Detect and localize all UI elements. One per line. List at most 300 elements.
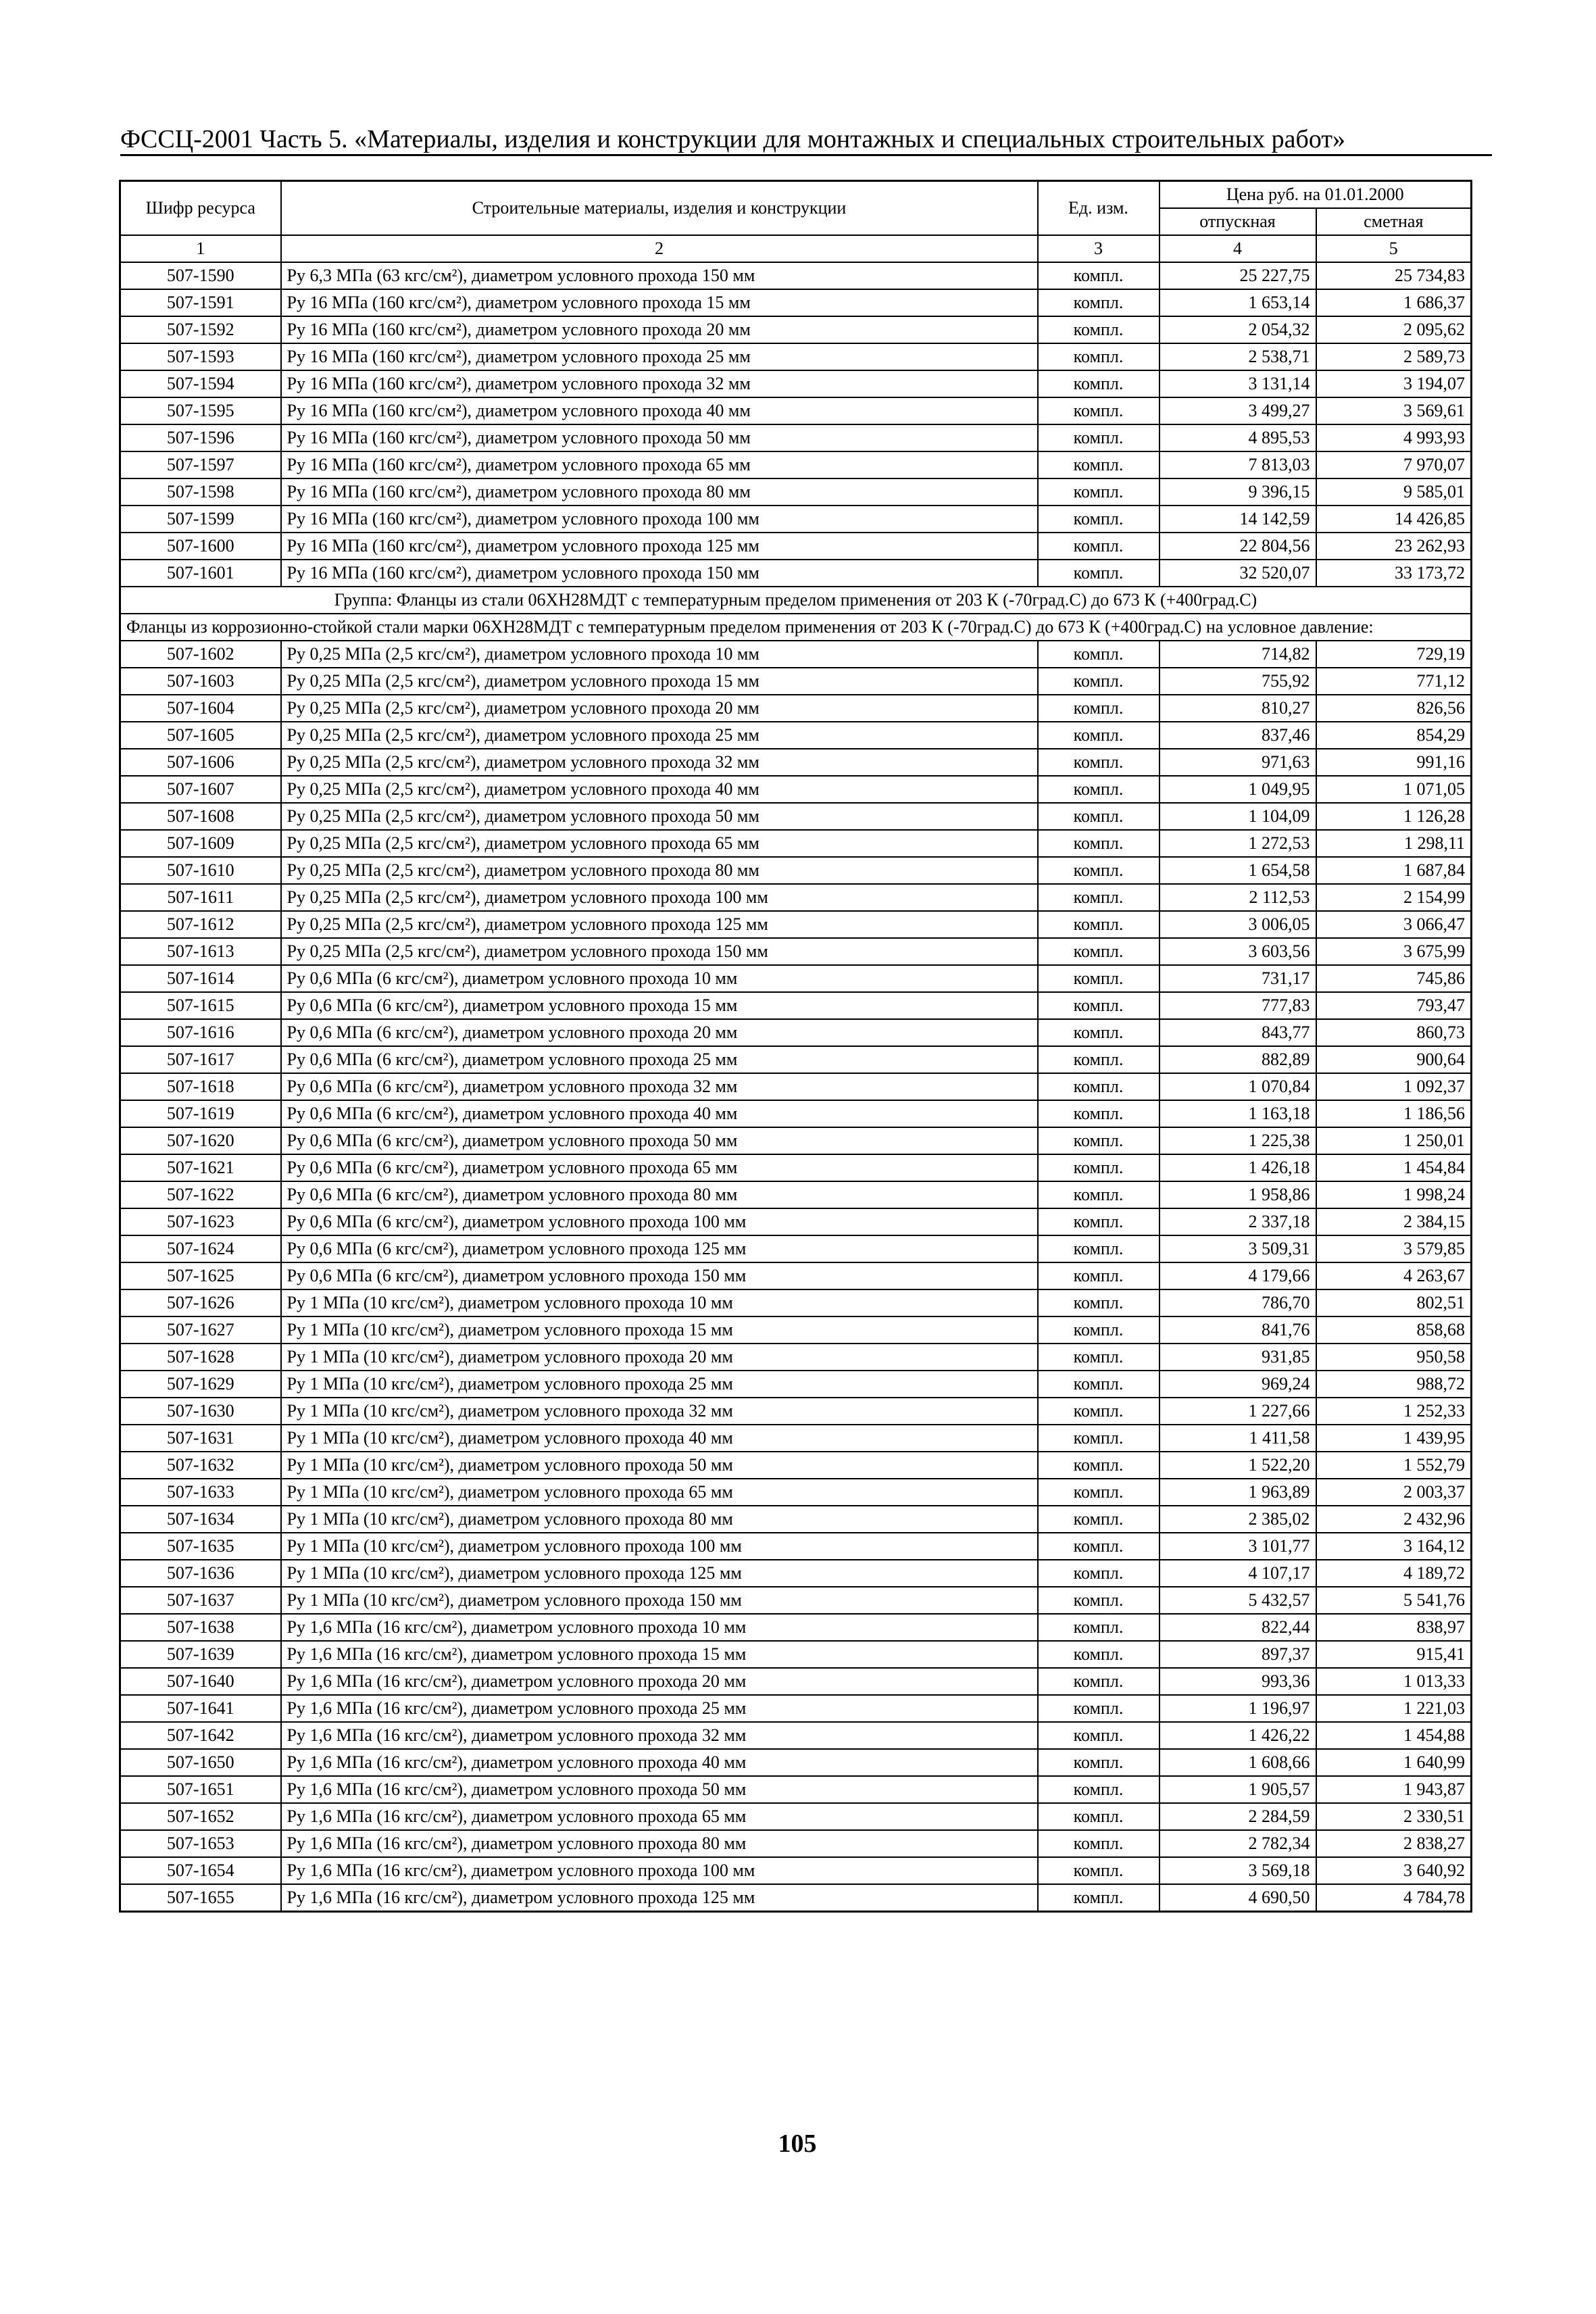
resource-code: 507-1591 xyxy=(120,289,281,316)
table-row xyxy=(120,1857,1472,1884)
estimate-price: 1 126,28 xyxy=(1316,803,1472,830)
table-row xyxy=(120,1533,1472,1560)
resource-code: 507-1655 xyxy=(120,1884,281,1912)
unit-of-measure: компл. xyxy=(1038,1019,1159,1046)
estimate-price: 4 993,93 xyxy=(1316,424,1472,451)
material-name: Ру 16 МПа (160 кгс/см²), диаметром условного прохода 50 мм xyxy=(281,424,1038,451)
unit-of-measure: компл. xyxy=(1038,506,1159,533)
unit-of-measure: компл. xyxy=(1038,451,1159,478)
estimate-price: 729,19 xyxy=(1316,641,1472,668)
material-name: Ру 1 МПа (10 кгс/см²), диаметром условного прохода 32 мм xyxy=(281,1398,1038,1425)
table-row xyxy=(120,1344,1472,1371)
resource-code: 507-1640 xyxy=(120,1668,281,1695)
table-row xyxy=(120,1019,1472,1046)
table-row xyxy=(120,506,1472,533)
unit-of-measure: компл. xyxy=(1038,1073,1159,1100)
resource-code: 507-1600 xyxy=(120,533,281,560)
material-name: Ру 0,25 МПа (2,5 кгс/см²), диаметром условного прохода 15 мм xyxy=(281,668,1038,695)
material-name: Ру 1 МПа (10 кгс/см²), диаметром условного прохода 20 мм xyxy=(281,1344,1038,1371)
material-name: Ру 0,6 МПа (6 кгс/см²), диаметром условного прохода 125 мм xyxy=(281,1235,1038,1262)
resource-code: 507-1636 xyxy=(120,1560,281,1587)
resource-code: 507-1590 xyxy=(120,262,281,289)
unit-of-measure: компл. xyxy=(1038,1344,1159,1371)
table-row xyxy=(120,830,1472,857)
release-price: 1 070,84 xyxy=(1159,1073,1316,1100)
page-number: 105 xyxy=(778,2130,817,2158)
resource-code: 507-1608 xyxy=(120,803,281,830)
release-price: 1 049,95 xyxy=(1159,776,1316,803)
unit-of-measure: компл. xyxy=(1038,695,1159,722)
material-name: Ру 1,6 МПа (16 кгс/см²), диаметром условного прохода 40 мм xyxy=(281,1749,1038,1776)
release-price: 25 227,75 xyxy=(1159,262,1316,289)
table-row xyxy=(120,1749,1472,1776)
material-name: Ру 1,6 МПа (16 кгс/см²), диаметром условного прохода 65 мм xyxy=(281,1803,1038,1830)
release-price: 3 006,05 xyxy=(1159,911,1316,938)
unit-of-measure: компл. xyxy=(1038,397,1159,424)
release-price: 786,70 xyxy=(1159,1289,1316,1316)
table-row xyxy=(120,1452,1472,1479)
resource-code: 507-1602 xyxy=(120,641,281,668)
release-price: 843,77 xyxy=(1159,1019,1316,1046)
estimate-price: 2 589,73 xyxy=(1316,343,1472,370)
material-name: Ру 0,25 МПа (2,5 кгс/см²), диаметром условного прохода 40 мм xyxy=(281,776,1038,803)
table-row xyxy=(120,776,1472,803)
material-name: Ру 16 МПа (160 кгс/см²), диаметром условного прохода 100 мм xyxy=(281,506,1038,533)
estimate-price: 2 330,51 xyxy=(1316,1803,1472,1830)
header-col-number: 5 xyxy=(1316,235,1472,262)
table-row xyxy=(120,316,1472,343)
estimate-price: 915,41 xyxy=(1316,1641,1472,1668)
resource-code: 507-1628 xyxy=(120,1344,281,1371)
unit-of-measure: компл. xyxy=(1038,992,1159,1019)
resource-code: 507-1650 xyxy=(120,1749,281,1776)
table-row xyxy=(120,695,1472,722)
estimate-price: 1 013,33 xyxy=(1316,1668,1472,1695)
unit-of-measure: компл. xyxy=(1038,1154,1159,1181)
unit-of-measure: компл. xyxy=(1038,1506,1159,1533)
unit-of-measure: компл. xyxy=(1038,370,1159,397)
unit-of-measure: компл. xyxy=(1038,1749,1159,1776)
release-price: 2 385,02 xyxy=(1159,1506,1316,1533)
estimate-price: 1 252,33 xyxy=(1316,1398,1472,1425)
estimate-price: 793,47 xyxy=(1316,992,1472,1019)
release-price: 897,37 xyxy=(1159,1641,1316,1668)
table-row xyxy=(120,1884,1472,1912)
release-price: 2 054,32 xyxy=(1159,316,1316,343)
release-price: 837,46 xyxy=(1159,722,1316,749)
unit-of-measure: компл. xyxy=(1038,1289,1159,1316)
estimate-price: 33 173,72 xyxy=(1316,560,1472,587)
release-price: 1 654,58 xyxy=(1159,857,1316,884)
resource-code: 507-1635 xyxy=(120,1533,281,1560)
release-price: 777,83 xyxy=(1159,992,1316,1019)
header-price: Цена руб. на 01.01.2000 xyxy=(1159,181,1472,209)
estimate-price: 802,51 xyxy=(1316,1289,1472,1316)
release-price: 2 112,53 xyxy=(1159,884,1316,911)
table-row xyxy=(120,1803,1472,1830)
header-release: отпускная xyxy=(1159,208,1316,235)
resource-code: 507-1637 xyxy=(120,1587,281,1614)
material-name: Ру 1,6 МПа (16 кгс/см²), диаметром условного прохода 80 мм xyxy=(281,1830,1038,1857)
unit-of-measure: компл. xyxy=(1038,1181,1159,1208)
unit-of-measure: компл. xyxy=(1038,1776,1159,1803)
resource-code: 507-1633 xyxy=(120,1479,281,1506)
resource-code: 507-1651 xyxy=(120,1776,281,1803)
unit-of-measure: компл. xyxy=(1038,1398,1159,1425)
estimate-price: 1 221,03 xyxy=(1316,1695,1472,1722)
material-name: Ру 0,25 МПа (2,5 кгс/см²), диаметром условного прохода 50 мм xyxy=(281,803,1038,830)
release-price: 1 227,66 xyxy=(1159,1398,1316,1425)
material-name: Ру 0,25 МПа (2,5 кгс/см²), диаметром условного прохода 65 мм xyxy=(281,830,1038,857)
unit-of-measure: компл. xyxy=(1038,1857,1159,1884)
release-price: 1 608,66 xyxy=(1159,1749,1316,1776)
material-name: Ру 1,6 МПа (16 кгс/см²), диаметром условного прохода 20 мм xyxy=(281,1668,1038,1695)
group-description: Фланцы из коррозионно-стойкой стали марки 06ХН28МДТ с температурным пределом применения от 203 К (-70град.С) до 673 К (+400град.С) на условное давление: xyxy=(120,614,1472,641)
unit-of-measure: компл. xyxy=(1038,343,1159,370)
table-row xyxy=(120,370,1472,397)
estimate-price: 4 189,72 xyxy=(1316,1560,1472,1587)
resource-code: 507-1639 xyxy=(120,1641,281,1668)
estimate-price: 2 384,15 xyxy=(1316,1208,1472,1235)
estimate-price: 1 071,05 xyxy=(1316,776,1472,803)
estimate-price: 9 585,01 xyxy=(1316,478,1472,506)
unit-of-measure: компл. xyxy=(1038,830,1159,857)
unit-of-measure: компл. xyxy=(1038,1235,1159,1262)
table-row xyxy=(120,1695,1472,1722)
table-row xyxy=(120,1506,1472,1533)
estimate-price: 23 262,93 xyxy=(1316,533,1472,560)
release-price: 1 426,18 xyxy=(1159,1154,1316,1181)
release-price: 3 131,14 xyxy=(1159,370,1316,397)
table-row xyxy=(120,397,1472,424)
table-row xyxy=(120,262,1472,289)
table-row xyxy=(120,560,1472,587)
resource-code: 507-1615 xyxy=(120,992,281,1019)
estimate-price: 1 454,88 xyxy=(1316,1722,1472,1749)
release-price: 1 411,58 xyxy=(1159,1425,1316,1452)
unit-of-measure: компл. xyxy=(1038,911,1159,938)
table-row xyxy=(120,965,1472,992)
document-title: ФССЦ-2001 Часть 5. «Материалы, изделия и конструкции для монтажных и специальных строительных работ» xyxy=(120,125,1345,153)
material-name: Ру 0,6 МПа (6 кгс/см²), диаметром условного прохода 80 мм xyxy=(281,1181,1038,1208)
table-row xyxy=(120,722,1472,749)
table-row xyxy=(120,1776,1472,1803)
material-name: Ру 1,6 МПа (16 кгс/см²), диаметром условного прохода 125 мм xyxy=(281,1884,1038,1912)
resource-code: 507-1622 xyxy=(120,1181,281,1208)
unit-of-measure: компл. xyxy=(1038,1316,1159,1344)
release-price: 969,24 xyxy=(1159,1371,1316,1398)
material-name: Ру 1,6 МПа (16 кгс/см²), диаметром условного прохода 15 мм xyxy=(281,1641,1038,1668)
resource-code: 507-1620 xyxy=(120,1127,281,1154)
unit-of-measure: компл. xyxy=(1038,1668,1159,1695)
material-name: Ру 1 МПа (10 кгс/см²), диаметром условного прохода 40 мм xyxy=(281,1425,1038,1452)
table-row xyxy=(120,1316,1472,1344)
material-name: Ру 1 МПа (10 кгс/см²), диаметром условного прохода 10 мм xyxy=(281,1289,1038,1316)
material-name: Ру 16 МПа (160 кгс/см²), диаметром условного прохода 25 мм xyxy=(281,343,1038,370)
unit-of-measure: компл. xyxy=(1038,1695,1159,1722)
release-price: 1 104,09 xyxy=(1159,803,1316,830)
resource-code: 507-1605 xyxy=(120,722,281,749)
resource-code: 507-1652 xyxy=(120,1803,281,1830)
table-row xyxy=(120,533,1472,560)
table-row xyxy=(120,1235,1472,1262)
table-row xyxy=(120,641,1472,668)
table-row xyxy=(120,424,1472,451)
release-price: 4 895,53 xyxy=(1159,424,1316,451)
material-name: Ру 0,25 МПа (2,5 кгс/см²), диаметром условного прохода 100 мм xyxy=(281,884,1038,911)
resource-code: 507-1625 xyxy=(120,1262,281,1289)
table-row xyxy=(120,1208,1472,1235)
release-price: 3 499,27 xyxy=(1159,397,1316,424)
release-price: 2 538,71 xyxy=(1159,343,1316,370)
release-price: 993,36 xyxy=(1159,1668,1316,1695)
resource-code: 507-1610 xyxy=(120,857,281,884)
table-row xyxy=(120,289,1472,316)
release-price: 3 509,31 xyxy=(1159,1235,1316,1262)
unit-of-measure: компл. xyxy=(1038,803,1159,830)
unit-of-measure: компл. xyxy=(1038,1208,1159,1235)
estimate-price: 5 541,76 xyxy=(1316,1587,1472,1614)
table-row xyxy=(120,1587,1472,1614)
release-price: 2 284,59 xyxy=(1159,1803,1316,1830)
release-price: 3 603,56 xyxy=(1159,938,1316,965)
resource-code: 507-1593 xyxy=(120,343,281,370)
release-price: 5 432,57 xyxy=(1159,1587,1316,1614)
resource-code: 507-1653 xyxy=(120,1830,281,1857)
material-name: Ру 0,25 МПа (2,5 кгс/см²), диаметром условного прохода 20 мм xyxy=(281,695,1038,722)
material-name: Ру 16 МПа (160 кгс/см²), диаметром условного прохода 32 мм xyxy=(281,370,1038,397)
estimate-price: 1 454,84 xyxy=(1316,1154,1472,1181)
material-name: Ру 6,3 МПа (63 кгс/см²), диаметром условного прохода 150 мм xyxy=(281,262,1038,289)
release-price: 1 196,97 xyxy=(1159,1695,1316,1722)
table-row xyxy=(120,1614,1472,1641)
group-section xyxy=(120,587,1472,641)
release-price: 822,44 xyxy=(1159,1614,1316,1641)
table-row xyxy=(120,1641,1472,1668)
table-row xyxy=(120,1262,1472,1289)
table-row xyxy=(120,1154,1472,1181)
unit-of-measure: компл. xyxy=(1038,1425,1159,1452)
release-price: 2 337,18 xyxy=(1159,1208,1316,1235)
table-row xyxy=(120,1668,1472,1695)
table-row xyxy=(120,857,1472,884)
header-code: Шифр ресурса xyxy=(120,181,281,236)
unit-of-measure: компл. xyxy=(1038,424,1159,451)
release-price: 1 963,89 xyxy=(1159,1479,1316,1506)
estimate-price: 1 686,37 xyxy=(1316,289,1472,316)
estimate-price: 1 552,79 xyxy=(1316,1452,1472,1479)
resource-code: 507-1595 xyxy=(120,397,281,424)
resource-code: 507-1596 xyxy=(120,424,281,451)
unit-of-measure: компл. xyxy=(1038,938,1159,965)
unit-of-measure: компл. xyxy=(1038,965,1159,992)
material-name: Ру 0,6 МПа (6 кгс/см²), диаметром условного прохода 50 мм xyxy=(281,1127,1038,1154)
material-name: Ру 0,25 МПа (2,5 кгс/см²), диаметром условного прохода 32 мм xyxy=(281,749,1038,776)
unit-of-measure: компл. xyxy=(1038,1479,1159,1506)
table-row xyxy=(120,478,1472,506)
resource-code: 507-1613 xyxy=(120,938,281,965)
material-name: Ру 16 МПа (160 кгс/см²), диаметром условного прохода 150 мм xyxy=(281,560,1038,587)
unit-of-measure: компл. xyxy=(1038,316,1159,343)
material-name: Ру 0,25 МПа (2,5 кгс/см²), диаметром условного прохода 125 мм xyxy=(281,911,1038,938)
release-price: 971,63 xyxy=(1159,749,1316,776)
estimate-price: 1 092,37 xyxy=(1316,1073,1472,1100)
material-name: Ру 16 МПа (160 кгс/см²), диаметром условного прохода 15 мм xyxy=(281,289,1038,316)
header-col-number: 4 xyxy=(1159,235,1316,262)
unit-of-measure: компл. xyxy=(1038,749,1159,776)
estimate-price: 3 066,47 xyxy=(1316,911,1472,938)
resource-code: 507-1631 xyxy=(120,1425,281,1452)
material-name: Ру 16 МПа (160 кгс/см²), диаметром условного прохода 80 мм xyxy=(281,478,1038,506)
unit-of-measure: компл. xyxy=(1038,1452,1159,1479)
estimate-price: 826,56 xyxy=(1316,695,1472,722)
resource-code: 507-1623 xyxy=(120,1208,281,1235)
release-price: 1 272,53 xyxy=(1159,830,1316,857)
estimate-price: 1 439,95 xyxy=(1316,1425,1472,1452)
resource-code: 507-1611 xyxy=(120,884,281,911)
resource-code: 507-1599 xyxy=(120,506,281,533)
estimate-price: 1 640,99 xyxy=(1316,1749,1472,1776)
resource-code: 507-1629 xyxy=(120,1371,281,1398)
material-name: Ру 16 МПа (160 кгс/см²), диаметром условного прохода 40 мм xyxy=(281,397,1038,424)
resource-code: 507-1619 xyxy=(120,1100,281,1127)
estimate-price: 2 432,96 xyxy=(1316,1506,1472,1533)
material-name: Ру 0,6 МПа (6 кгс/см²), диаметром условного прохода 65 мм xyxy=(281,1154,1038,1181)
unit-of-measure: компл. xyxy=(1038,1641,1159,1668)
unit-of-measure: компл. xyxy=(1038,1587,1159,1614)
material-name: Ру 1 МПа (10 кгс/см²), диаметром условного прохода 80 мм xyxy=(281,1506,1038,1533)
table-row xyxy=(120,1425,1472,1452)
resource-code: 507-1598 xyxy=(120,478,281,506)
unit-of-measure: компл. xyxy=(1038,1830,1159,1857)
table-row xyxy=(120,1100,1472,1127)
unit-of-measure: компл. xyxy=(1038,289,1159,316)
table-row xyxy=(120,992,1472,1019)
material-name: Ру 1,6 МПа (16 кгс/см²), диаметром условного прохода 25 мм xyxy=(281,1695,1038,1722)
estimate-price: 7 970,07 xyxy=(1316,451,1472,478)
resource-code: 507-1606 xyxy=(120,749,281,776)
estimate-price: 2 838,27 xyxy=(1316,1830,1472,1857)
release-price: 1 163,18 xyxy=(1159,1100,1316,1127)
table-row xyxy=(120,1479,1472,1506)
price-table xyxy=(119,180,1472,1913)
release-price: 4 690,50 xyxy=(1159,1884,1316,1912)
release-price: 1 225,38 xyxy=(1159,1127,1316,1154)
unit-of-measure: компл. xyxy=(1038,884,1159,911)
material-name: Ру 0,6 МПа (6 кгс/см²), диаметром условного прохода 20 мм xyxy=(281,1019,1038,1046)
unit-of-measure: компл. xyxy=(1038,533,1159,560)
estimate-price: 3 194,07 xyxy=(1316,370,1472,397)
estimate-price: 1 250,01 xyxy=(1316,1127,1472,1154)
material-name: Ру 1 МПа (10 кгс/см²), диаметром условного прохода 150 мм xyxy=(281,1587,1038,1614)
release-price: 22 804,56 xyxy=(1159,533,1316,560)
table-row xyxy=(120,1289,1472,1316)
material-name: Ру 1 МПа (10 кгс/см²), диаметром условного прохода 50 мм xyxy=(281,1452,1038,1479)
release-price: 9 396,15 xyxy=(1159,478,1316,506)
release-price: 3 569,18 xyxy=(1159,1857,1316,1884)
material-name: Ру 0,25 МПа (2,5 кгс/см²), диаметром условного прохода 80 мм xyxy=(281,857,1038,884)
estimate-price: 745,86 xyxy=(1316,965,1472,992)
material-name: Ру 1 МПа (10 кгс/см²), диаметром условного прохода 15 мм xyxy=(281,1316,1038,1344)
unit-of-measure: компл. xyxy=(1038,1803,1159,1830)
estimate-price: 771,12 xyxy=(1316,668,1472,695)
table-row xyxy=(120,1722,1472,1749)
resource-code: 507-1642 xyxy=(120,1722,281,1749)
table-row xyxy=(120,1830,1472,1857)
unit-of-measure: компл. xyxy=(1038,722,1159,749)
release-price: 882,89 xyxy=(1159,1046,1316,1073)
group-title: Группа: Фланцы из стали 06ХН28МДТ с температурным пределом применения от 203 К (-70град.С) до 673 К (+400град.С) xyxy=(120,587,1472,614)
release-price: 7 813,03 xyxy=(1159,451,1316,478)
estimate-price: 3 569,61 xyxy=(1316,397,1472,424)
estimate-price: 2 154,99 xyxy=(1316,884,1472,911)
resource-code: 507-1621 xyxy=(120,1154,281,1181)
estimate-price: 1 687,84 xyxy=(1316,857,1472,884)
table-row xyxy=(120,911,1472,938)
resource-code: 507-1592 xyxy=(120,316,281,343)
table-row xyxy=(120,668,1472,695)
estimate-price: 854,29 xyxy=(1316,722,1472,749)
estimate-price: 4 784,78 xyxy=(1316,1884,1472,1912)
unit-of-measure: компл. xyxy=(1038,560,1159,587)
estimate-price: 1 186,56 xyxy=(1316,1100,1472,1127)
material-name: Ру 16 МПа (160 кгс/см²), диаметром условного прохода 125 мм xyxy=(281,533,1038,560)
unit-of-measure: компл. xyxy=(1038,1533,1159,1560)
release-price: 1 426,22 xyxy=(1159,1722,1316,1749)
material-name: Ру 0,25 МПа (2,5 кгс/см²), диаметром условного прохода 25 мм xyxy=(281,722,1038,749)
unit-of-measure: компл. xyxy=(1038,668,1159,695)
release-price: 2 782,34 xyxy=(1159,1830,1316,1857)
estimate-price: 988,72 xyxy=(1316,1371,1472,1398)
material-name: Ру 1,6 МПа (16 кгс/см²), диаметром условного прохода 32 мм xyxy=(281,1722,1038,1749)
table-row xyxy=(120,1127,1472,1154)
release-price: 4 179,66 xyxy=(1159,1262,1316,1289)
unit-of-measure: компл. xyxy=(1038,1722,1159,1749)
resource-code: 507-1618 xyxy=(120,1073,281,1100)
release-price: 731,17 xyxy=(1159,965,1316,992)
release-price: 4 107,17 xyxy=(1159,1560,1316,1587)
release-price: 3 101,77 xyxy=(1159,1533,1316,1560)
release-price: 810,27 xyxy=(1159,695,1316,722)
estimate-price: 858,68 xyxy=(1316,1316,1472,1344)
unit-of-measure: компл. xyxy=(1038,1884,1159,1912)
table-row xyxy=(120,1398,1472,1425)
material-name: Ру 0,25 МПа (2,5 кгс/см²), диаметром условного прохода 10 мм xyxy=(281,641,1038,668)
unit-of-measure: компл. xyxy=(1038,641,1159,668)
resource-code: 507-1632 xyxy=(120,1452,281,1479)
resource-code: 507-1630 xyxy=(120,1398,281,1425)
resource-code: 507-1604 xyxy=(120,695,281,722)
unit-of-measure: компл. xyxy=(1038,857,1159,884)
header-unit: Ед. изм. xyxy=(1038,181,1159,236)
resource-code: 507-1607 xyxy=(120,776,281,803)
unit-of-measure: компл. xyxy=(1038,1100,1159,1127)
release-price: 32 520,07 xyxy=(1159,560,1316,587)
estimate-price: 860,73 xyxy=(1316,1019,1472,1046)
material-name: Ру 0,6 МПа (6 кгс/см²), диаметром условного прохода 25 мм xyxy=(281,1046,1038,1073)
rows-before-group xyxy=(120,262,1472,587)
estimate-price: 2 003,37 xyxy=(1316,1479,1472,1506)
table-row xyxy=(120,749,1472,776)
release-price: 714,82 xyxy=(1159,641,1316,668)
release-price: 14 142,59 xyxy=(1159,506,1316,533)
estimate-price: 838,97 xyxy=(1316,1614,1472,1641)
table-row xyxy=(120,1073,1472,1100)
estimate-price: 1 298,11 xyxy=(1316,830,1472,857)
estimate-price: 14 426,85 xyxy=(1316,506,1472,533)
header-col-number: 2 xyxy=(281,235,1038,262)
header-col-number: 1 xyxy=(120,235,281,262)
